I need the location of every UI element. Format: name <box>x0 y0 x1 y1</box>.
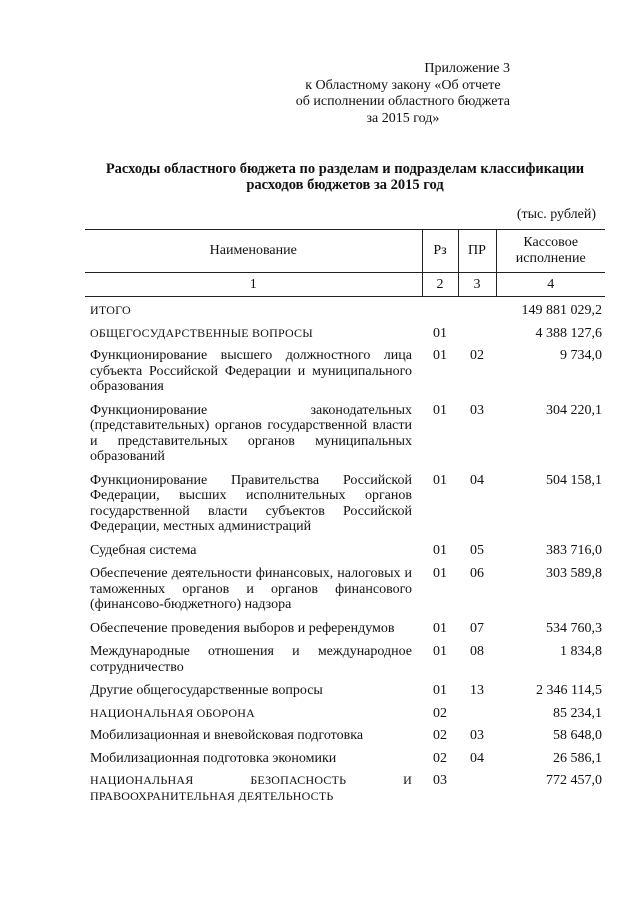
colnum-3: 3 <box>458 273 496 297</box>
row-rz: 02 <box>433 705 447 721</box>
row-name: ОБЩЕГОСУДАРСТВЕННЫЕ ВОПРОСЫ <box>90 325 313 340</box>
row-name: Другие общегосударственные вопросы <box>90 683 323 698</box>
row-sum: 534 760,3 <box>546 620 602 636</box>
row-pr: 08 <box>470 644 484 659</box>
table-row <box>85 728 605 751</box>
annex-law-ref-3: за 2015 год» <box>366 110 440 126</box>
row-sum: 9 734,0 <box>560 348 602 363</box>
row-pr: 05 <box>470 542 484 558</box>
row-rz: 01 <box>433 402 447 418</box>
row-sum: 772 457,0 <box>546 773 602 788</box>
row-sum: 2 346 114,5 <box>536 683 602 698</box>
row-pr: 03 <box>470 402 484 418</box>
row-pr: 07 <box>470 620 484 636</box>
row-sum: 4 388 127,6 <box>535 325 602 341</box>
column-number-row <box>85 273 605 297</box>
annex-law-ref: к Областному закону «Об отчете <box>305 77 501 93</box>
table-row <box>85 566 605 621</box>
table-row <box>85 543 605 567</box>
row-sum: 303 589,8 <box>546 566 602 581</box>
header-sum-label: Кассовое исполнение <box>515 235 586 266</box>
table-row <box>85 473 605 543</box>
expenditure-table <box>85 229 605 811</box>
colnum-1: 1 <box>85 273 422 297</box>
row-sum: 85 234,1 <box>553 705 602 721</box>
row-sum: 58 648,0 <box>553 728 602 743</box>
row-rz: 01 <box>433 542 447 558</box>
row-name: Функционирование законодательных (представительных) органов государственной власти и представительных органов муниципальных образований <box>90 402 412 464</box>
row-name: Функционирование высшего должностного лица субъекта Российской Федерации и муниципального образования <box>90 348 412 394</box>
row-name: Судебная система <box>90 542 197 558</box>
row-pr <box>458 297 496 326</box>
row-pr: 13 <box>470 683 484 698</box>
header-sum <box>496 230 605 273</box>
header-row <box>85 230 605 273</box>
row-pr <box>458 773 496 811</box>
row-sum: 26 586,1 <box>553 750 602 766</box>
row-pr <box>458 706 496 729</box>
table-row <box>85 706 605 729</box>
row-rz: 01 <box>433 566 447 581</box>
row-name: НАЦИОНАЛЬНАЯ БЕЗОПАСНОСТЬ И ПРАВООХРАНИТЕЛЬНАЯ ДЕЯТЕЛЬНОСТЬ <box>90 773 412 803</box>
table-row <box>85 348 605 403</box>
row-rz: 02 <box>433 750 447 766</box>
table-row <box>85 326 605 349</box>
units-label: (тыс. рублей) <box>516 207 596 222</box>
row-pr: 03 <box>470 728 484 743</box>
header-rz: Рз <box>422 230 458 273</box>
row-rz <box>422 297 458 326</box>
row-rz: 02 <box>433 728 447 743</box>
row-pr <box>458 326 496 349</box>
row-rz: 01 <box>433 683 447 698</box>
header-pr: ПР <box>458 230 496 273</box>
table-row <box>85 403 605 473</box>
table-row <box>85 644 605 683</box>
row-name: Обеспечение деятельности финансовых, налоговых и таможенных органов и органов финансового (финансово-бюджетного) надзора <box>90 566 412 612</box>
row-name: Функционирование Правительства Российской Федерации, высших исполнительных органов государственной власти субъектов Российской Федерации, местных администраций <box>90 472 412 534</box>
row-sum: 304 220,1 <box>546 402 602 418</box>
table-row <box>85 773 605 811</box>
row-rz: 01 <box>433 644 447 659</box>
row-sum: 383 716,0 <box>546 542 602 558</box>
header-name: Наименование <box>85 230 422 273</box>
row-sum: 504 158,1 <box>546 472 602 488</box>
annex-law-ref-2: об исполнении областного бюджета <box>295 94 510 109</box>
row-rz: 01 <box>433 472 447 488</box>
row-pr: 02 <box>470 348 484 363</box>
annex-header <box>296 61 510 127</box>
annex-number: Приложение 3 <box>424 61 510 76</box>
row-name: Международные отношения и международное сотрудничество <box>90 644 412 675</box>
row-rz: 01 <box>433 348 447 363</box>
row-pr: 04 <box>470 750 484 766</box>
row-name: НАЦИОНАЛЬНАЯ ОБОРОНА <box>90 705 255 720</box>
row-name: Обеспечение проведения выборов и референдумов <box>90 620 395 636</box>
title-line-2: расходов бюджетов за 2015 год <box>246 177 444 193</box>
row-pr: 04 <box>470 472 484 488</box>
row-name: ИТОГО <box>90 303 131 317</box>
table-row <box>85 297 605 326</box>
row-rz: 01 <box>433 620 447 636</box>
row-name: Мобилизационная и вневойсковая подготовка <box>90 728 364 743</box>
colnum-2: 2 <box>422 273 458 297</box>
table-row <box>85 621 605 645</box>
row-rz: 03 <box>433 773 447 788</box>
row-sum: 1 834,8 <box>560 644 602 659</box>
row-rz: 01 <box>433 325 447 341</box>
row-name: Мобилизационная подготовка экономики <box>90 750 337 766</box>
document-title <box>80 161 610 193</box>
table-row <box>85 751 605 774</box>
colnum-4: 4 <box>496 273 605 297</box>
row-pr: 06 <box>470 566 484 581</box>
title-line-1: Расходы областного бюджета по разделам и подразделам классификации <box>105 161 585 177</box>
table-row <box>85 683 605 706</box>
row-sum: 149 881 029,2 <box>521 303 602 318</box>
